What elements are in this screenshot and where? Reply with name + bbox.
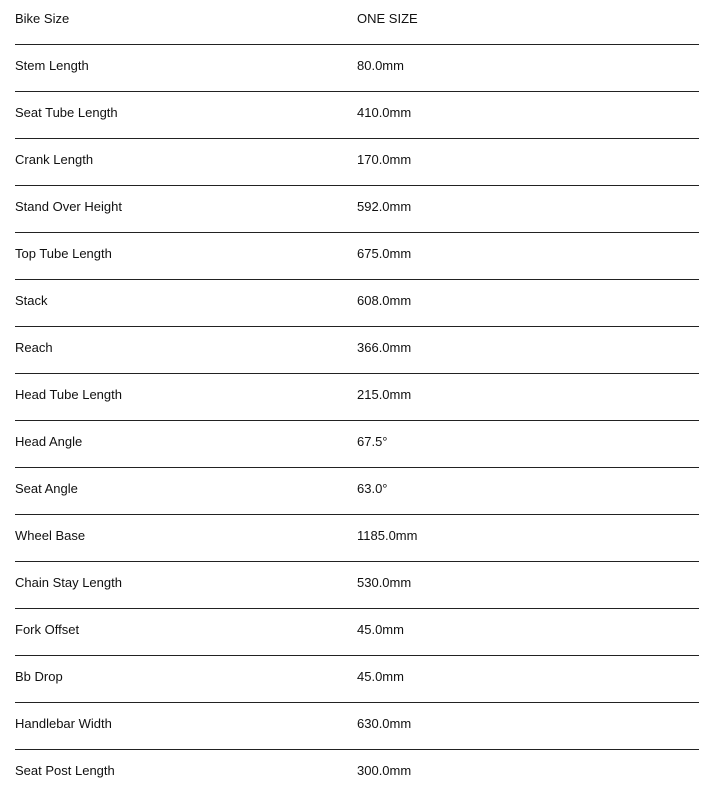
- row-value: 300.0mm: [357, 763, 412, 778]
- table-row: [15, 656, 699, 703]
- row-label: Seat Post Length: [15, 763, 115, 778]
- table-row: [15, 515, 699, 562]
- row-value: 530.0mm: [357, 575, 412, 590]
- row-label: Fork Offset: [15, 622, 80, 637]
- row-value: 63.0°: [357, 481, 388, 496]
- row-label: Stack: [15, 293, 48, 308]
- table-row: [15, 186, 699, 233]
- row-label: Stem Length: [15, 58, 89, 73]
- row-value: 170.0mm: [357, 152, 412, 167]
- row-value: 215.0mm: [357, 387, 412, 402]
- table-row: [15, 609, 699, 656]
- table-row: [15, 421, 699, 468]
- header-label: Bike Size: [15, 11, 70, 26]
- row-value: 592.0mm: [357, 199, 412, 214]
- row-value: 366.0mm: [357, 340, 412, 355]
- table-header-row: [15, 0, 699, 45]
- table-row: [15, 139, 699, 186]
- table-row: [15, 703, 699, 750]
- row-label: Top Tube Length: [15, 246, 112, 261]
- row-label: Crank Length: [15, 152, 94, 167]
- row-value: 1185.0mm: [357, 528, 418, 543]
- table-row: [15, 327, 699, 374]
- row-label: Head Angle: [15, 434, 83, 449]
- row-label: Head Tube Length: [15, 387, 122, 402]
- row-label: Seat Angle: [15, 481, 78, 496]
- row-label: Reach: [15, 340, 53, 355]
- row-label: Handlebar Width: [15, 716, 112, 731]
- table-row: [15, 750, 699, 797]
- row-value: 410.0mm: [357, 105, 412, 120]
- row-value: 608.0mm: [357, 293, 412, 308]
- table-row: [15, 562, 699, 609]
- row-value: 630.0mm: [357, 716, 412, 731]
- row-value: 67.5°: [357, 434, 388, 449]
- row-label: Bb Drop: [15, 669, 63, 684]
- row-label: Wheel Base: [15, 528, 86, 543]
- row-label: Stand Over Height: [15, 199, 122, 214]
- row-label: Seat Tube Length: [15, 105, 118, 120]
- table-row: [15, 468, 699, 515]
- table-row: [15, 45, 699, 92]
- row-value: 45.0mm: [357, 622, 404, 637]
- row-value: 80.0mm: [357, 58, 404, 73]
- row-label: Chain Stay Length: [15, 575, 122, 590]
- row-value: 45.0mm: [357, 669, 404, 684]
- table-row: [15, 280, 699, 327]
- table-row: [15, 374, 699, 421]
- header-value: ONE SIZE: [357, 11, 418, 26]
- row-value: 675.0mm: [357, 246, 412, 261]
- table-row: [15, 233, 699, 280]
- table-row: [15, 92, 699, 139]
